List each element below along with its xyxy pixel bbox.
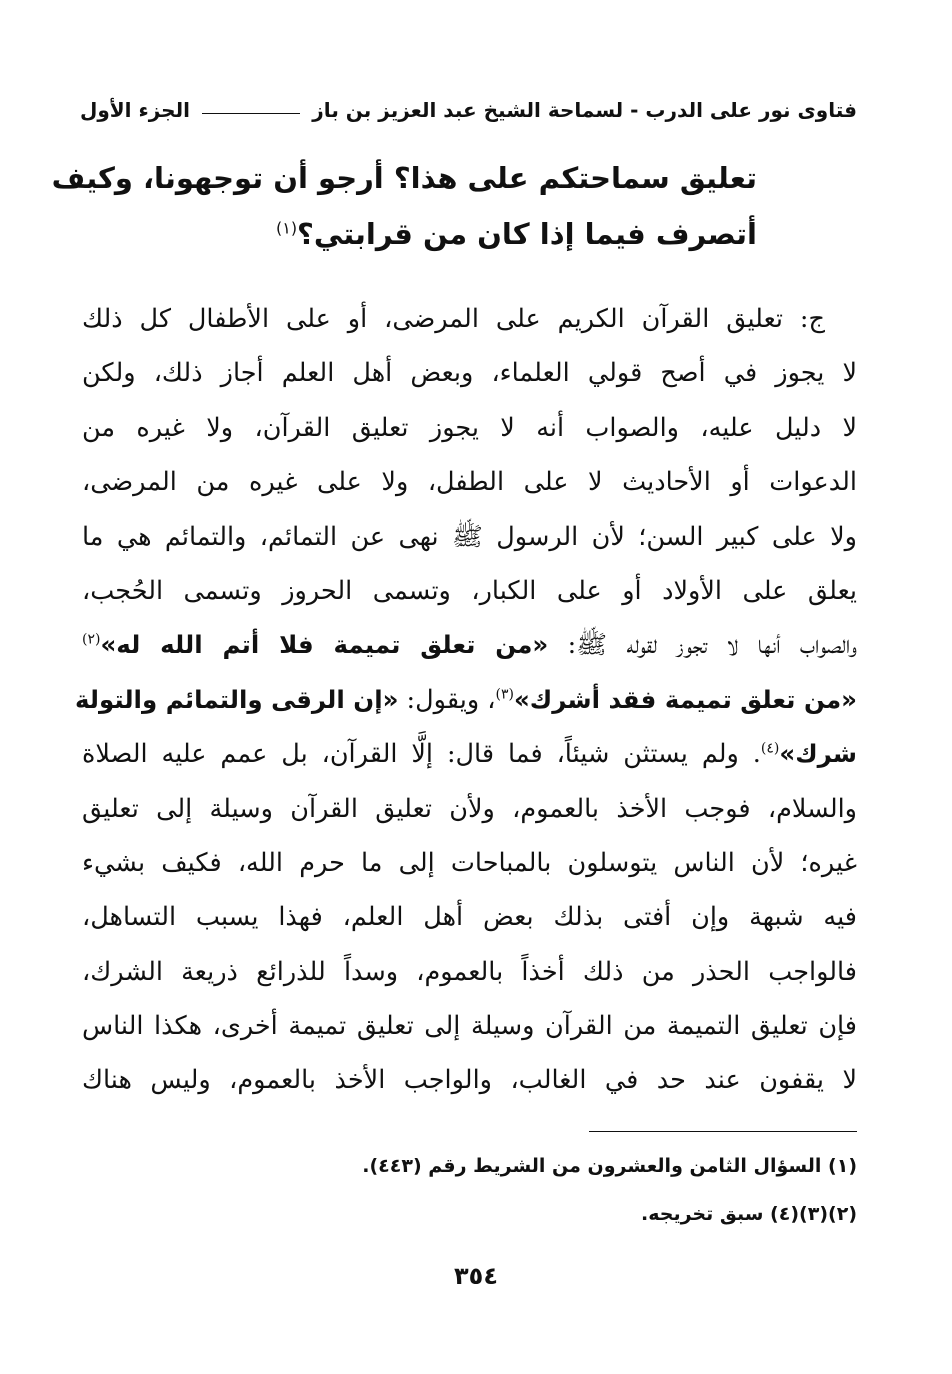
answer-line: [82, 727, 857, 781]
footnote: (١) السؤال الثامن والعشرون من الشريط رقم (٤٤٣).: [362, 1155, 857, 1177]
page-number: ٣٥٤: [454, 1262, 498, 1290]
footnote-ref: (٢): [82, 631, 101, 648]
answer-line: ج: تعليق القرآن الكريم على المرضى، أو على الأطفال كل ذلك: [82, 304, 825, 334]
header-rule: [202, 113, 300, 114]
footnote-ref: (٤): [760, 740, 780, 757]
answer-line: الدعوات أو الأحاديث لا على الطفل، ولا على غيره من المرضى،: [82, 467, 857, 498]
hadith-quote: «من تعلق تميمة فقد أشرك»: [513, 684, 857, 714]
answer-line: ولا على كبير السن؛ لأن الرسول ﷺ نهى عن التمائم، والتمائم هي ما: [82, 521, 857, 552]
question-text: [51, 150, 757, 262]
answer-text-segment: ، ويقول:: [398, 684, 496, 715]
footnote: (٢)(٣)(٤) سبق تخريجه.: [641, 1203, 857, 1225]
answer-line: فإن تعليق التميمة من القرآن وسيلة إلى تعليق تميمة أخرى، هكذا الناس: [82, 1011, 857, 1042]
footnote-ref: (٣): [495, 686, 514, 703]
answer-text: [74, 292, 857, 1108]
hadith-quote: «إن الرقى والتمائم والتولة: [74, 684, 399, 714]
question-line: تعليق سماحتكم على هذا؟ أرجو أن توجهونا، وكيف: [51, 161, 757, 195]
answer-line: والسلام، فوجب الأخذ بالعموم، ولأن تعليق القرآن وسيلة إلى تعليق: [82, 793, 857, 824]
answer-line: فالواجب الحذر من ذلك أخذاً بالعموم، وسداً للذرائع ذريعة الشرك،: [82, 956, 857, 987]
answer-line: [82, 618, 857, 672]
question-line-text: أتصرف فيما إذا كان من قرابتي؟: [297, 217, 757, 251]
footnote-ref: (١): [276, 218, 298, 238]
answer-line: يعلق على الأولاد أو على الكبار، وتسمى الحروز وتسمى الحُجب،: [82, 575, 857, 606]
hadith-quote: «من تعلق تميمة فلا أتم الله له»: [100, 630, 549, 660]
footnote-separator: [589, 1131, 857, 1132]
answer-line: [74, 673, 857, 727]
answer-text-segment: . ولم يستثن شيئاً، فما قال: إلَّا القرآن، بل عمم عليه الصلاة: [82, 739, 761, 770]
answer-line: غيره؛ لأن الناس يتوسلون بالمباحات إلى ما حرم الله، فكيف بشيء: [82, 847, 857, 878]
footnotes: [95, 1142, 857, 1238]
answer-line: لا يجوز في أصح قولي العلماء، وبعض أهل العلم أجاز ذلك، ولكن: [82, 358, 857, 389]
answer-line: لا دليل عليه، والصواب أنه لا يجوز تعليق القرآن، ولا غيره من: [82, 412, 857, 443]
answer-text-segment: والصواب أنها لا تجوز لقوله ﷺ:: [548, 630, 857, 661]
running-header: [80, 92, 857, 128]
answer-line: فيه شبهة وإن أفتى بذلك بعض أهل العلم، فهذا يسبب التساهل،: [82, 902, 857, 933]
book-title: فتاوى نور على الدرب - لسماحة الشيخ عبد العزيز بن باز: [312, 98, 857, 122]
volume-label: الجزء الأول: [80, 98, 190, 122]
hadith-quote: شرك»: [779, 739, 857, 769]
answer-line: لا يقفون عند حد في الغالب، والواجب الأخذ بالعموم، وليس هناك: [82, 1065, 857, 1096]
question-line: [90, 206, 757, 262]
